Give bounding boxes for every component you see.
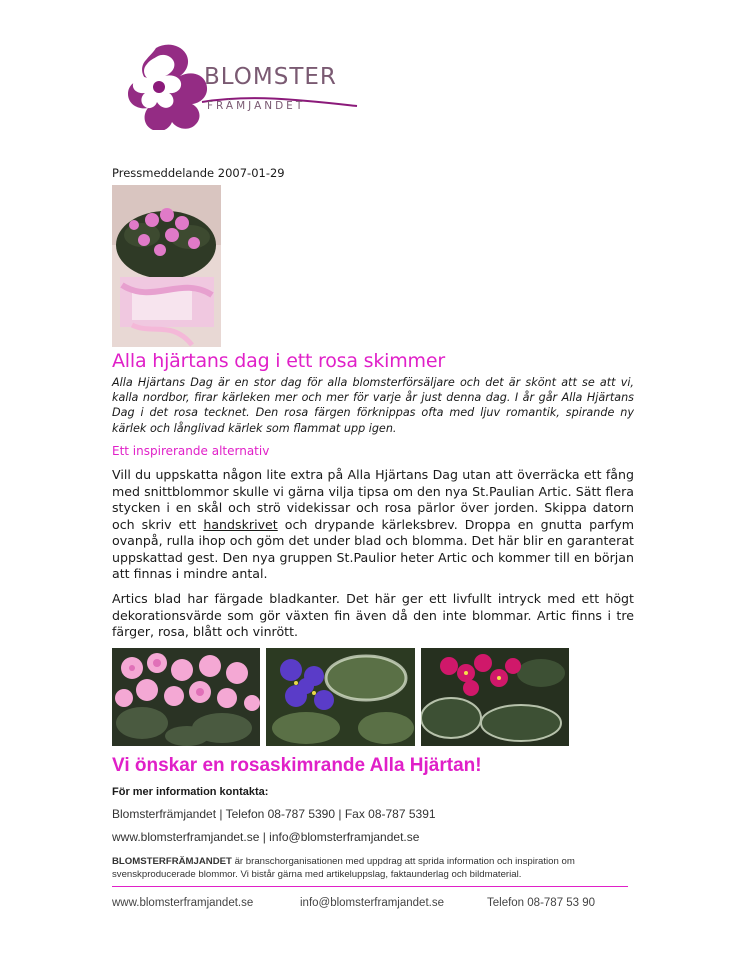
contact-heading: För mer information kontakta:: [112, 786, 269, 798]
about-text: är branschorganisationen med uppdrag att sprida information och inspiration om svenskproducerade blommor. Vi bistår gärna med artikeluppslag, faktaunderlag och bildmaterial.: [112, 856, 575, 880]
body-paragraph-2: Artics blad har färgade bladkanter. Det här ger ett livfullt intryck med ett högt dekorationsvärde som gör växten fin även då den inte blommar. Artic finns i tre färger, rosa, blått och vinrött.: [112, 591, 634, 639]
handwritten-link[interactable]: handskrivet: [203, 516, 278, 532]
logo: [112, 42, 362, 130]
organisation-name: BLOMSTERFRÄMJANDET: [112, 856, 232, 867]
footer-divider: [112, 886, 628, 887]
photo-pink-violet: [112, 648, 260, 746]
headline: Alla hjärtans dag i ett rosa skimmer: [112, 350, 445, 372]
logo-brand: BLOMSTER: [204, 64, 337, 90]
body-paragraph-1: [112, 467, 634, 583]
para1-text-before: Vill du uppskatta någon lite extra på Alla Hjärtans Dag utan att överräcka ett fång med snittblommor skulle vi gärna vilja tipsa om den nya St.Paulian Artic. Sätt flera stycken i en skål och strö videkissar och rosa pärlor över jorden. Skippa datorn och skriv ett: [112, 467, 634, 532]
logo-subtitle: FRÄMJANDET: [207, 100, 306, 112]
closing-wish: Vi önskar en rosaskimrande Alla Hjärtan!: [112, 755, 482, 776]
footer-phone: Telefon 08-787 53 90: [487, 897, 596, 909]
press-release-date: Pressmeddelande 2007-01-29: [112, 166, 285, 180]
about-organisation: [112, 856, 632, 881]
footer-email-link[interactable]: info@blomsterframjandet.se: [300, 897, 444, 909]
main-photo: [112, 185, 221, 347]
subheading: Ett inspirerande alternativ: [112, 444, 270, 458]
footer-website-link[interactable]: www.blomsterframjandet.se: [112, 897, 254, 909]
photo-blue-violet: [266, 648, 415, 746]
contact-web-line[interactable]: www.blomsterframjandet.se | info@blomsterframjandet.se: [112, 830, 420, 844]
para1-text-after: och drypande kärleksbrev. Droppa en gnutta parfym ovanpå, rulla ihop och göm det under blad och blomma. Det här blir en garanterat uppskattad gest. Den nya gruppen St.Paulior heter Artic och kommer till en början att finnas i mindre antal.: [112, 516, 634, 581]
photo-wine-red-violet: [421, 648, 569, 746]
lead-paragraph: Alla Hjärtans Dag är en stor dag för alla blomsterförsäljare och det är skönt att se att vi, kalla nordbor, firar kärleken mer och mer för varje år just denna dag. I år går Alla Hjärtans Dag i det rosa tecknet. Den rosa färgen förknippas ofta med ljuv romantik, spirande ny kärlek och långlivad kärlek som flammat upp igen.: [112, 376, 634, 435]
contact-phone-line: Blomsterfrämjandet | Telefon 08-787 5390 | Fax 08-787 5391: [112, 807, 436, 821]
